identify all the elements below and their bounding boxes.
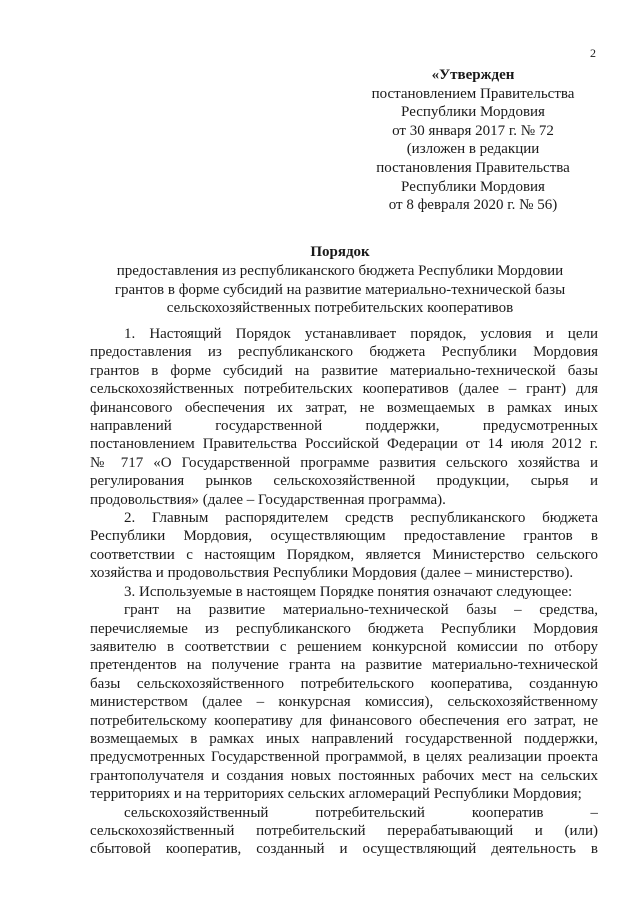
document-title: Порядок	[310, 244, 370, 260]
body-text-line: заявителю в соответствии с решением конкурсной комиссии по отбору	[90, 638, 598, 655]
document-body	[90, 325, 598, 859]
body-text-line: направлений государственной поддержки, предусмотренных	[90, 418, 598, 435]
approval-line: постановления Правительства	[376, 159, 570, 176]
body-text-line: грантополучателя и создания новых постоянных рабочих мест на сельских	[90, 767, 598, 784]
approval-line: от 8 февраля 2020 г. № 56)	[388, 197, 558, 214]
body-text-line: сельскохозяйственный потребительский кооператив –	[124, 804, 598, 821]
document-title-block	[80, 243, 600, 318]
body-text-line: продовольствия» (далее – Государственная программа).	[90, 491, 446, 508]
approval-line: Республики Мордовия	[401, 178, 545, 195]
document-subtitle-line: грантов в форме субсидий на развитие материально-технической базы	[114, 281, 566, 298]
body-text-line: хозяйства и продовольствия Республики Мордовия (далее – министерство).	[90, 565, 574, 582]
body-text-line: сельскохозяйственных потребительских кооперативов (далее – грант) для	[90, 381, 598, 398]
body-text-line: постановлением Правительства Российской Федерации от 14 июля 2012 г.	[90, 436, 598, 453]
body-text-line: территориях и на территориях сельских агломераций Республики Мордовия;	[90, 786, 582, 803]
body-text-line: предоставления из республиканского бюджета Республики Мордовия	[90, 344, 598, 361]
body-text-line: грант на развитие материально-технической базы – средства,	[124, 602, 598, 619]
body-text-line: Республики Мордовия, осуществляющим предоставление грантов в	[90, 528, 598, 545]
approval-line: (изложен в редакции	[406, 141, 540, 158]
body-text-line: регулирования рынков сельскохозяйственной продукции, сырья и	[90, 473, 598, 490]
body-text-line: 2. Главным распорядителем средств республиканского бюджета	[124, 510, 598, 527]
body-text-line: предусмотренных Государственной программой, в целях реализации проекта	[90, 749, 598, 766]
body-text-line: претендентов на получение гранта на развитие материально-технической	[90, 657, 598, 674]
document-subtitle-line: сельскохозяйственных потребительских кооперативов	[166, 300, 514, 316]
body-text-line: № 717 «О Государственной программе развития сельского хозяйства и	[90, 454, 598, 471]
approval-stamp-block	[348, 66, 598, 215]
approval-heading: «Утвержден	[431, 67, 515, 83]
body-text-line: возмещаемых в рамках иных направлений государственной поддержки,	[90, 730, 598, 747]
body-text-line: министерством (далее – конкурсная комиссия), сельскохозяйственному	[90, 694, 598, 711]
body-text-line: 1. Настоящий Порядок устанавливает порядок, условия и цели	[124, 326, 598, 342]
body-text-line: 3. Используемые в настоящем Порядке понятия означают следующее:	[124, 583, 573, 600]
body-text-line: грантов в форме субсидий на развитие материально-технической базы	[90, 362, 598, 379]
page-number: 2	[590, 46, 596, 60]
body-text-line: потребительскому кооперативу для финансового обеспечения его затрат, не	[90, 712, 598, 729]
body-text-line: базы сельскохозяйственного потребительского кооператива, созданную	[90, 675, 598, 692]
body-text-line: соответствии с настоящим Порядком, является Министерство сельского	[90, 546, 598, 563]
approval-line: постановлением Правительства	[371, 85, 575, 102]
body-text-line: сбытовой кооператив, созданный и осуществляющий деятельность в	[90, 841, 598, 858]
body-text-line: перечисляемые из республиканского бюджета Республики Мордовия	[90, 620, 598, 637]
body-text-line: сельскохозяйственный потребительский перерабатывающий и (или)	[90, 822, 598, 839]
body-text-line: финансового обеспечения их затрат, не возмещаемых в рамках иных	[90, 399, 598, 416]
approval-line: от 30 января 2017 г. № 72	[392, 122, 554, 139]
approval-line: Республики Мордовия	[401, 104, 545, 121]
document-subtitle-line: предоставления из республиканского бюджета Республики Мордовии	[116, 263, 564, 279]
